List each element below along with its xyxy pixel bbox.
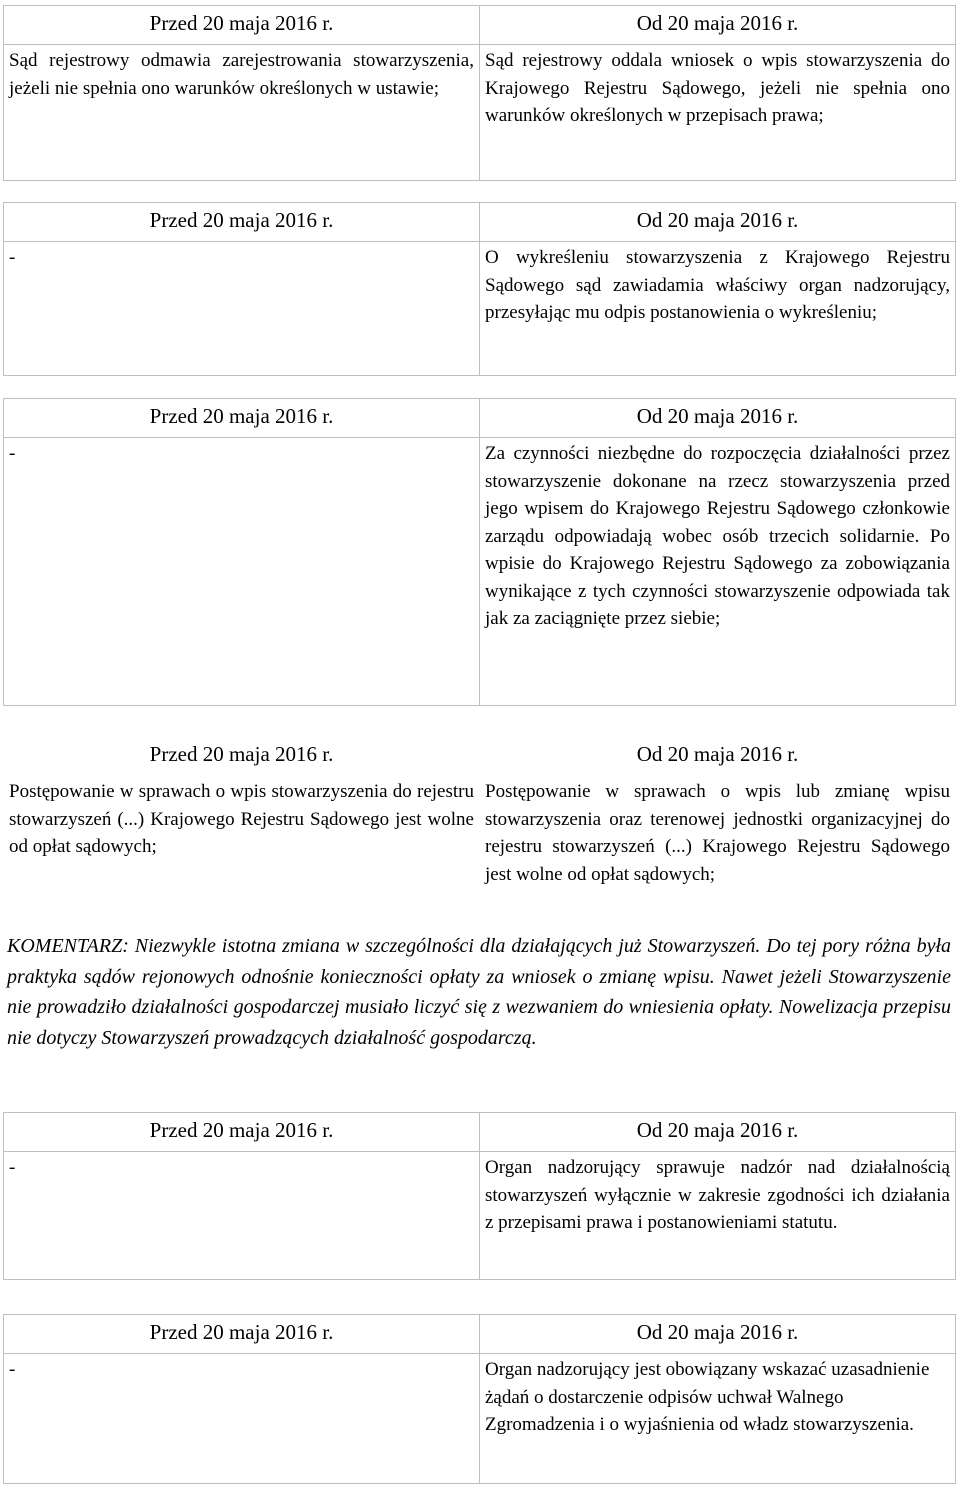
before-header: Przed 20 maja 2016 r. xyxy=(4,6,480,45)
after-text: Sąd rejestrowy oddala wniosek o wpis stowarzyszenia do Krajowego Rejestru Sądowego, jeżeli nie spełnia ono warunków określonych w przepisach prawa; xyxy=(480,45,956,181)
before-text: - xyxy=(4,242,480,376)
after-text: Za czynności niezbędne do rozpoczęcia działalności przez stowarzyszenie dokonane na rzecz stowarzyszenia przed jego wpisem do Krajowego Rejestru Sądowego członkowie zarządu odpowiadają wobec osób trzecich solidarnie. Po wpisie do Krajowego Rejestru Sądowego za zobowiązania wynikające z tych czynności stowarzyszenie odpowiada tak jak za zaciągnięte przez siebie; xyxy=(480,438,956,706)
after-header: Od 20 maja 2016 r. xyxy=(480,1113,956,1152)
before-header: Przed 20 maja 2016 r. xyxy=(4,1113,480,1152)
after-header: Od 20 maja 2016 r. xyxy=(480,399,956,438)
comparison-table-1 xyxy=(3,5,956,181)
after-text: O wykreśleniu stowarzyszenia z Krajowego Rejestru Sądowego sąd zawiadamia właściwy organ nadzorujący, przesyłając mu odpis postanowienia o wykreśleniu; xyxy=(480,242,956,376)
after-text: Postępowanie w sprawach o wpis lub zmianę wpisu stowarzyszenia oraz terenowej jednostki organizacyjnej do rejestru stowarzyszeń (...) Krajowego Rejestru Sądowego jest wolne od opłat sądowych; xyxy=(485,781,950,885)
before-text: Sąd rejestrowy odmawia zarejestrowania stowarzyszenia, jeżeli nie spełnia ono warunków określonych w ustawie; xyxy=(4,45,480,181)
comparison-table-5 xyxy=(3,1112,956,1280)
before-text: - xyxy=(4,1354,480,1484)
before-header: Przed 20 maja 2016 r. xyxy=(4,1315,480,1354)
commentary-paragraph: KOMENTARZ: Niezwykle istotna zmiana w szczególności dla działających już Stowarzyszeń. Do tej pory różna była praktyka sądów rejonowych odnośnie konieczności opłaty za wniosek o zmianę wpisu. Nawet jeżeli Stowarzyszenie nie prowadziło działalności gospodarczej musiało liczyć się z wezwaniem do wniesienia opłaty. Nowelizacja przepisu nie dotyczy Stowarzyszeń prowadzących działalność gospodarczą. xyxy=(7,935,951,1049)
before-header: Przed 20 maja 2016 r. xyxy=(4,399,480,438)
after-header: Od 20 maja 2016 r. xyxy=(480,1315,956,1354)
before-header: Przed 20 maja 2016 r. xyxy=(4,203,480,242)
comparison-table-3 xyxy=(3,398,956,706)
comparison-table-6 xyxy=(3,1314,956,1484)
after-header: Od 20 maja 2016 r. xyxy=(480,203,956,242)
before-header: Przed 20 maja 2016 r. xyxy=(149,742,334,766)
after-header: Od 20 maja 2016 r. xyxy=(636,742,799,766)
before-text: Postępowanie w sprawach o wpis stowarzyszenia do rejestru stowarzyszeń (...) Krajowego Rejestru Sądowego jest wolne od opłat sądowych; xyxy=(9,781,474,857)
after-header: Od 20 maja 2016 r. xyxy=(480,6,956,45)
comparison-table-4 xyxy=(3,736,956,916)
before-text: - xyxy=(4,438,480,706)
comparison-table-2 xyxy=(3,202,956,376)
after-text: Organ nadzorujący jest obowiązany wskazać uzasadnienie żądań o dostarczenie odpisów uchwał Walnego Zgromadzenia i o wyjaśnienia od władz stowarzyszenia. xyxy=(480,1354,956,1484)
before-text: - xyxy=(4,1152,480,1280)
after-text: Organ nadzorujący sprawuje nadzór nad działalnością stowarzyszeń wyłącznie w zakresie zgodności ich działania z przepisami prawa i postanowieniami statutu. xyxy=(480,1152,956,1280)
